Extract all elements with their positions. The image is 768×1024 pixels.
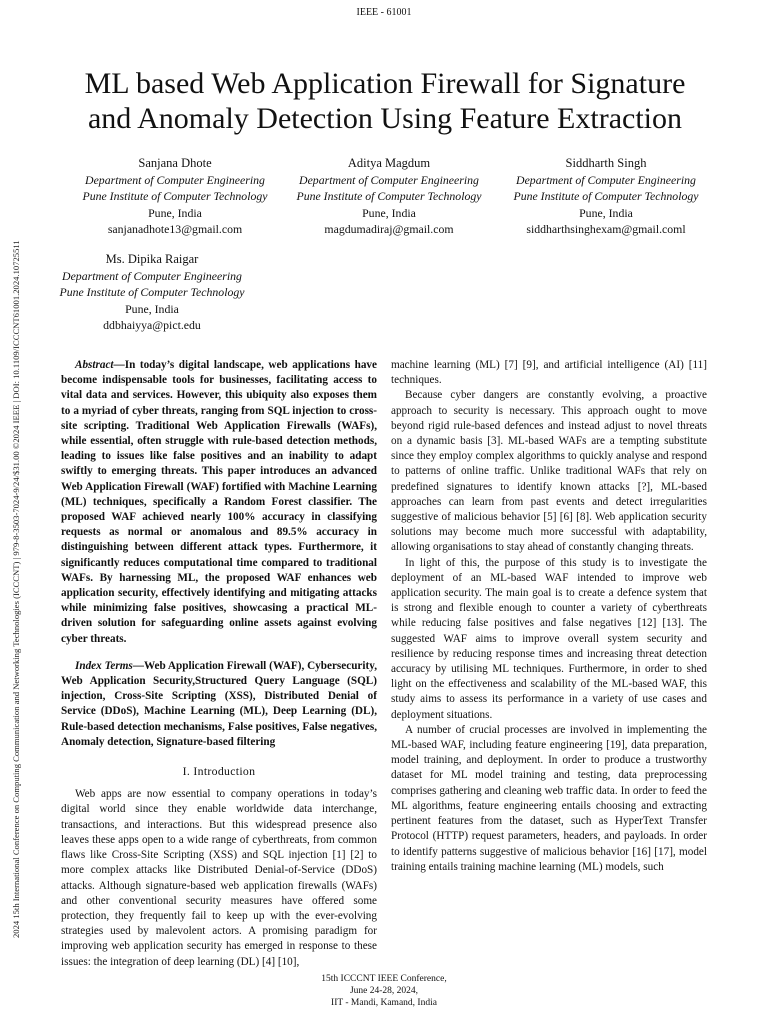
index-terms-label: Index Terms: [75, 659, 133, 672]
right-column: [391, 358, 707, 875]
author-city: Pune, India: [125, 301, 179, 316]
author-block: [494, 155, 718, 238]
author-email: magdumadiraj@gmail.com: [324, 222, 454, 236]
body-paragraph: Because cyber dangers are constantly evolving, a proactive approach to security is necessary. This approach ought to move beyond rigid rule-based defences and instead adjust to novel threats on a dynamic basis [3]. ML-based WAFs are a tempting substitute since they employ complex algorithms to quickly analyse and respond to patterns of online traffic. Unlike traditional WAFs that rely on predefined signatures to identify known attacks [?], ML-based approaches can learn from past events and detect irregularities suggestive of malicious behavior [5] [6] [8]. Web application security solutions may become much more successful with adaptability, allowing organisations to stay ahead of constantly changing threats.: [391, 389, 707, 554]
footer-line: June 24-28, 2024,: [349, 986, 419, 996]
author-name: Aditya Magdum: [347, 156, 431, 170]
author-email: ddbhaiyya@pict.edu: [103, 318, 201, 332]
abstract: [61, 358, 377, 647]
author-inst: Pune Institute of Computer Technology: [513, 189, 699, 203]
footer-line: IIT - Mandi, Kamand, India: [331, 998, 437, 1008]
section-heading-introduction: I. Introduction: [182, 764, 256, 779]
index-terms-text: —Web Application Firewall (WAF), Cybersecurity, Web Application Security,Structured Query Language (SQL) injection, Cross-Site Scripting (XSS), Distributed Denial of Service (DDoS), Machine Learning (ML), Deep Learning (DL), Rule-based detection mechanisms, False positives, False negatives, Anomaly detection, Signature-based filtering: [61, 659, 377, 748]
intro-paragraph: Web apps are now essential to company operations in today’s digital world since they enable worldwide data interchange, transactions, and interactions. But this widespread presence also leaves these apps open to a wide range of cyberthreats, from common flaws like Cross-Site Scripting (XSS) and SQL injection [1] [2] to more complex attacks like Distributed Denial-of-Service (DDoS) attacks. Although signature-based web application firewalls (WAFs) and other conventional security measures have offered some protection, they frequently fail to keep up with the ever-evolving strategies used by malevolent actors. A promising paradigm for improving web application security has emerged in response to these issues: the integration of deep learning (DL) [4] [10],: [61, 788, 377, 968]
author-dept: Department of Computer Engineering: [62, 268, 242, 283]
author-dept: Department of Computer Engineering: [299, 172, 479, 187]
author-dept: Department of Computer Engineering: [516, 172, 696, 187]
author-block: [37, 251, 267, 334]
author-block: [279, 155, 499, 238]
author-inst: Pune Institute of Computer Technology: [59, 285, 245, 299]
index-terms: [61, 659, 377, 750]
paper-title: [40, 66, 730, 136]
abstract-label: Abstract: [75, 359, 114, 371]
footer-line: 15th ICCCNT IEEE Conference,: [321, 974, 447, 984]
author-name: Ms. Dipika Raigar: [105, 252, 199, 266]
author-email: siddharthsinghexam@gmail.coml: [526, 222, 686, 236]
author-city: Pune, India: [579, 205, 633, 220]
author-city: Pune, India: [362, 205, 416, 220]
author-inst: Pune Institute of Computer Technology: [296, 189, 482, 203]
body-paragraph: A number of crucial processes are involved in implementing the ML-based WAF, including feature engineering [19], data preparation, model training, and deployment. In order to produce a trustworthy dataset for ML model training and testing, data preprocessing comprises gathering and cleaning web traffic data. In order to feed the ML algorithms, feature engineering entails choosing and extracting pertinent features from the dataset, such as HyperText Transfer Protocol (HTTP) request parameters, headers, and payloads. In order to identify patterns suggestive of malicious behavior [16] [17], model training entails training machine learning (ML) models, such: [391, 723, 707, 873]
body-paragraph: In light of this, the purpose of this study is to investigate the deployment of an ML-based WAF intended to improve web application security. The main goal is to create a defence system that is strong and flexible enough to counter a variety of cyberthreats while reducing false positives and false negatives [12] [13]. The suggested WAF aims to improve overall system security and resilience by reducing response times and increasing threat detection accuracy by utilising ML techniques. Furthermore, in order to shed light on the effectiveness and scalability of the ML-based WAF, this study aims to assess its performance in a variety of use cases and deployment situations.: [391, 556, 707, 721]
author-email: sanjanadhote13@gmail.com: [107, 222, 243, 236]
title-line-1: ML based Web Application Firewall for Signature: [84, 67, 686, 100]
author-inst: Pune Institute of Computer Technology: [82, 189, 268, 203]
author-name: Sanjana Dhote: [138, 156, 212, 170]
author-dept: Department of Computer Engineering: [85, 172, 265, 187]
abstract-text: —In today’s digital landscape, web applications have become indispensable tools for businesses, facilitating access to vital data and services. However, this ubiquity also exposes them to a myriad of cyber threats, ranging from SQL injection to cross-site scripting. Traditional Web Application Firewalls (WAFs), while essential, often struggle with rule-based detection methods, leading to issues like false positives and an inability to adapt swiftly to emerging threats. This paper introduces an advanced Web Application Firewall (WAF) fortified with Machine Learning (ML) techniques, specifically a Random Forest classifier. The proposed WAF achieved nearly 100% accuracy in classifying requests as normal or anomalous and 89.5% accuracy in distinguishing between different attack types. Furthermore, it significantly reduces computational time compared to traditional WAFs. By harnessing ML, the proposed WAF enhances web application security, effectively identifying and mitigating attacks while minimizing false positives, showcasing a practical ML-driven solution for safeguarding online assets against evolving cyber threats.: [61, 359, 377, 645]
title-line-2: and Anomaly Detection Using Feature Extraction: [87, 102, 682, 135]
author-city: Pune, India: [148, 205, 202, 220]
left-column: [61, 358, 377, 970]
doi-sidebar: 2024 15th International Conference on Computing Communication and Networking Technologies (ICCCNT) | 979-8-3503-7024-9/24/$31.00 ©2024 IEEE | DOI: 10.1109/ICCCNT61001.2024.10725511: [11, 240, 21, 938]
author-name: Siddharth Singh: [565, 156, 647, 170]
running-header: IEEE - 61001: [356, 7, 412, 18]
conference-footer: [0, 973, 768, 1009]
author-block: [65, 155, 285, 238]
body-paragraph: machine learning (ML) [7] [9], and artificial intelligence (AI) [11] techniques.: [391, 359, 707, 387]
